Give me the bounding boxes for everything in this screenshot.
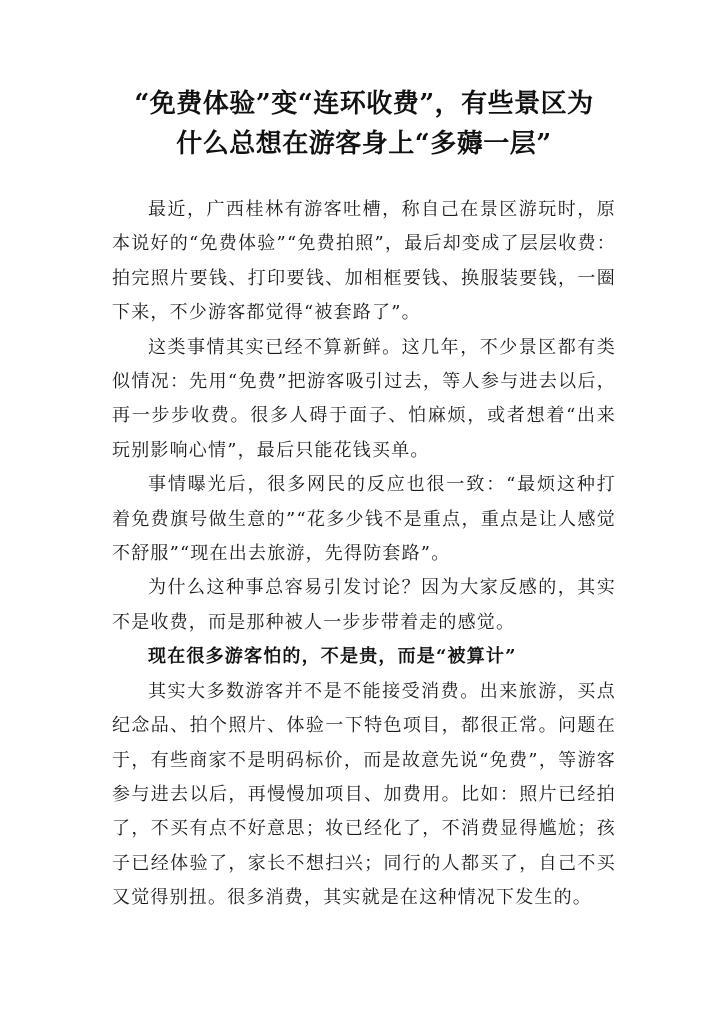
paragraph-5: 其实大多数游客并不是不能接受消费。出来旅游，买点纪念品、拍个照片、体验一下特色项目，都很正常。问题在于，有些商家不是明码标价，而是故意先说“免费”，等游客参与进去以后，再慢慢加项目、加费用。比如：照片已经拍了，不买有点不好意思；妆已经化了，不消费显得尴尬；孩子已经体验了，家长不想扫兴；同行的人都买了，自己不买又觉得别扭。很多消费，其实就是在这种情况下发生的。 xyxy=(112,680,616,909)
paragraph-2: 这类事情其实已经不算新鲜。这几年，不少景区都有类似情况：先用“免费”把游客吸引过去，等人参与进去以后，再一步步收费。很多人碍于面子、怕麻烦，或者想着“出来玩别影响心情”，最后只能花钱买单。 xyxy=(112,336,616,461)
title-line-2: 什么总想在游客身上“多薅一层” xyxy=(176,129,552,159)
paragraph-3: 事情曝光后，很多网民的反应也很一致：“最烦这种打着免费旗号做生意的”“花多少钱不是重点，重点是让人感觉不舒服”“现在出去旅游，先得防套路”。 xyxy=(112,474,616,565)
section-heading: 现在很多游客怕的，不是贵，而是“被算计” xyxy=(148,646,517,668)
document-title xyxy=(112,84,616,164)
paragraph-1: 最近，广西桂林有游客吐槽，称自己在景区游玩时，原本说好的“免费体验”“免费拍照”，最后却变成了层层收费：拍完照片要钱、打印要钱、加相框要钱、换服装要钱，一圈下来，不少游客都觉得“被套路了”。 xyxy=(112,199,616,324)
paragraph-4: 为什么这种事总容易引发讨论？因为大家反感的，其实不是收费，而是那种被人一步步带着走的感觉。 xyxy=(112,577,616,633)
title-line-1: “免费体验”变“连环收费”，有些景区为 xyxy=(134,89,594,119)
